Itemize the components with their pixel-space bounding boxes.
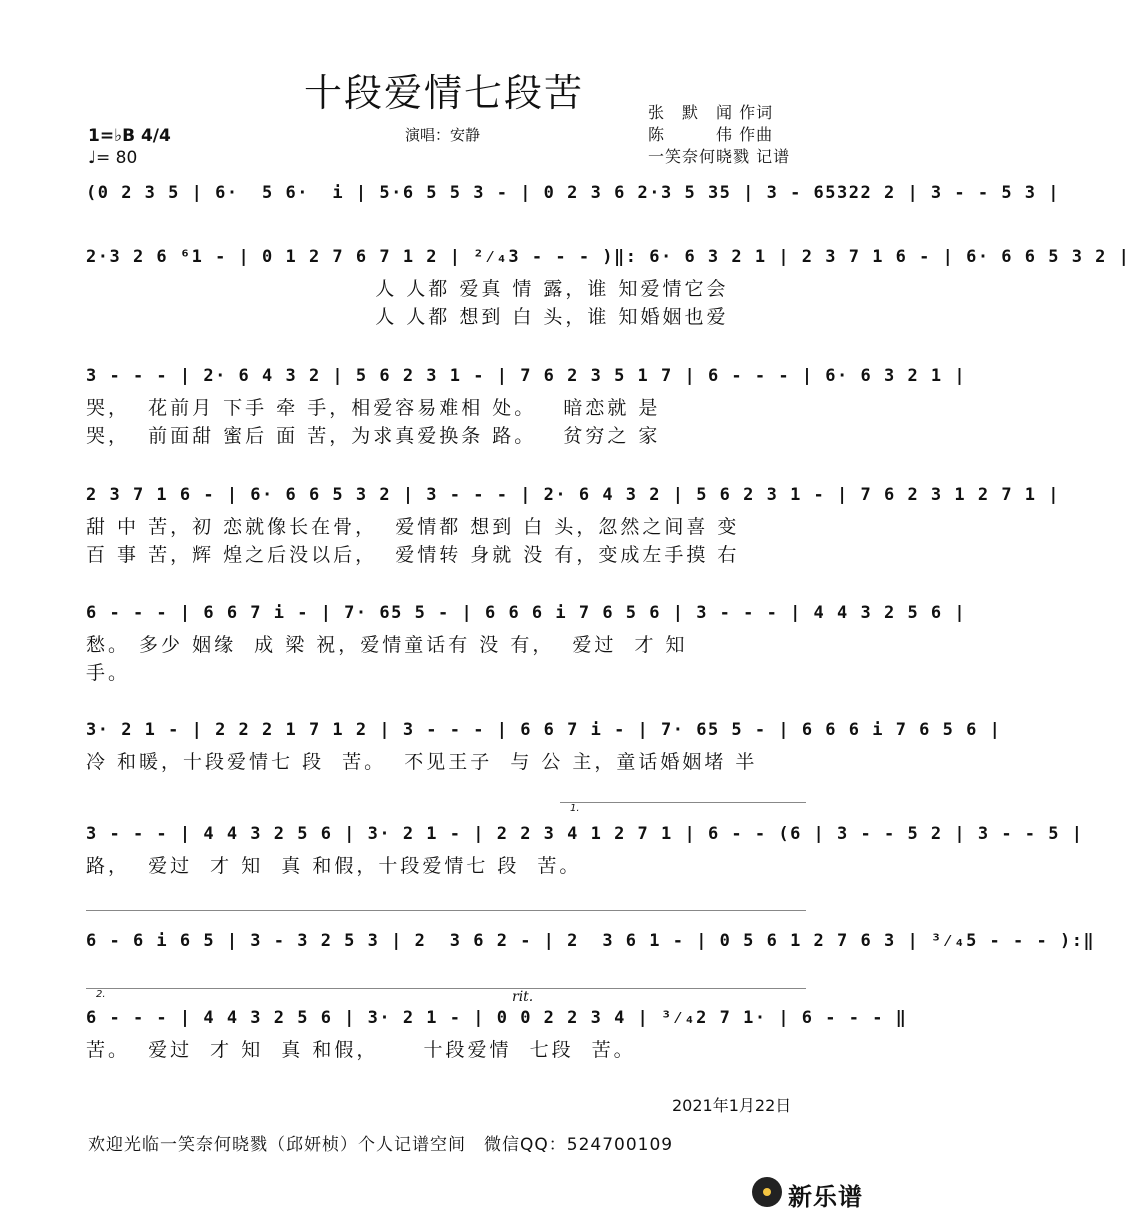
score-row: 6 - 6 i 6 5 | 3 - 3 2 5 3 | 2 3 6 2 - | 2 3 6 1 - | 0 5 6 1 2 7 6 3 | ³⁄₄5 - - - ):‖ bbox=[86, 931, 1096, 951]
lyric-line: 人 人都 想到 白 头，谁 知婚姻也爱 bbox=[86, 306, 729, 328]
site-logo bbox=[752, 1175, 882, 1209]
score-row: 6 - - - | 6 6 7 i - | 7· 65 5 - | 6 6 6 i 7 6 5 6 | 3 - - - | 4 4 3 2 5 6 | bbox=[86, 603, 967, 623]
footer-note: 欢迎光临一笑奈何晓戮（邱妍桢）个人记谱空间 微信QQ：524700109 bbox=[88, 1135, 674, 1155]
lyric-line: 手。 bbox=[86, 662, 131, 684]
volta-label: 1. bbox=[570, 803, 580, 814]
score-row: (0 2 3 5 | 6· 5 6· i | 5·6 5 5 3 - | 0 2 3 6 2·3 5 35 | 3 - 65322 2 | 3 - - 5 3 | bbox=[86, 183, 1060, 203]
lyric-line: 百 事 苦，辉 煌之后没以后， 爱情转 身就 没 有，变成左手摸 右 bbox=[86, 544, 740, 566]
date-label: 2021年1月22日 bbox=[672, 1096, 792, 1115]
lyric-line: 甜 中 苦，初 恋就像长在骨， 爱情都 想到 白 头，忽然之间喜 变 bbox=[86, 516, 740, 538]
singer-credit: 演唱：安静 bbox=[405, 126, 481, 144]
page-title: 十段爱情七段苦 bbox=[303, 71, 584, 115]
tempo-marking: ♩= 80 bbox=[88, 148, 138, 168]
lyric-line: 冷 和暖，十段爱情七 段 苦。 不见王子 与 公 主，童话婚姻堵 半 bbox=[86, 751, 758, 773]
key-signature: 1=♭B 4/4 bbox=[88, 126, 171, 146]
logo-text: 新乐谱 bbox=[788, 1183, 863, 1211]
score-row: 2·3 2 6 ⁶1 - | 0 1 2 7 6 7 1 2 | ²⁄₄3 - - - )‖: 6· 6 3 2 1 | 2 3 7 1 6 - | 6· 6 6 5 3 2 | bbox=[86, 247, 1130, 267]
volta-bracket bbox=[86, 988, 806, 989]
volta-bracket bbox=[560, 802, 806, 803]
volta-bracket bbox=[86, 910, 806, 911]
volta-label: 2. bbox=[96, 989, 106, 1000]
transcriber-credit: 一笑奈何晓戮 记谱 bbox=[648, 147, 791, 166]
lyric-line: 愁。 多少 姻缘 成 梁 祝，爱情童话有 没 有， 爱过 才 知 bbox=[86, 634, 688, 656]
score-row: 3· 2 1 - | 2 2 2 1 7 1 2 | 3 - - - | 6 6 7 i - | 7· 65 5 - | 6 6 6 i 7 6 5 6 | bbox=[86, 720, 1002, 740]
composer-credit: 陈 伟 作曲 bbox=[648, 125, 774, 144]
lyric-line: 人 人都 爱真 情 露，谁 知爱情它会 bbox=[86, 278, 729, 300]
lyricist-credit: 张 默 闻 作词 bbox=[648, 103, 774, 122]
lyric-line: 哭， 花前月 下手 牵 手，相爱容易难相 处。 暗恋就 是 bbox=[86, 397, 661, 419]
score-row: 3 - - - | 4 4 3 2 5 6 | 3· 2 1 - | 2 2 3 4 1 2 7 1 | 6 - - (6 | 3 - - 5 2 | 3 - - 5 | bbox=[86, 824, 1084, 844]
score-row: 2 3 7 1 6 - | 6· 6 6 5 3 2 | 3 - - - | 2· 6 4 3 2 | 5 6 2 3 1 - | 7 6 2 3 1 2 7 1 | bbox=[86, 485, 1060, 505]
record-icon bbox=[752, 1177, 782, 1207]
ritardando-marking: rit. bbox=[512, 989, 534, 1005]
lyric-line: 路， 爱过 才 知 真 和假，十段爱情七 段 苦。 bbox=[86, 855, 582, 877]
lyric-line: 苦。 爱过 才 知 真 和假， 十段爱情 七段 苦。 bbox=[86, 1039, 636, 1061]
score-row: 6 - - - | 4 4 3 2 5 6 | 3· 2 1 - | 0 0 2 2 3 4 | ³⁄₄2 7 1· | 6 - - - ‖ bbox=[86, 1008, 908, 1028]
lyric-line: 哭， 前面甜 蜜后 面 苦，为求真爱换条 路。 贫穷之 家 bbox=[86, 425, 661, 447]
score-row: 3 - - - | 2· 6 4 3 2 | 5 6 2 3 1 - | 7 6 2 3 5 1 7 | 6 - - - | 6· 6 3 2 1 | bbox=[86, 366, 967, 386]
